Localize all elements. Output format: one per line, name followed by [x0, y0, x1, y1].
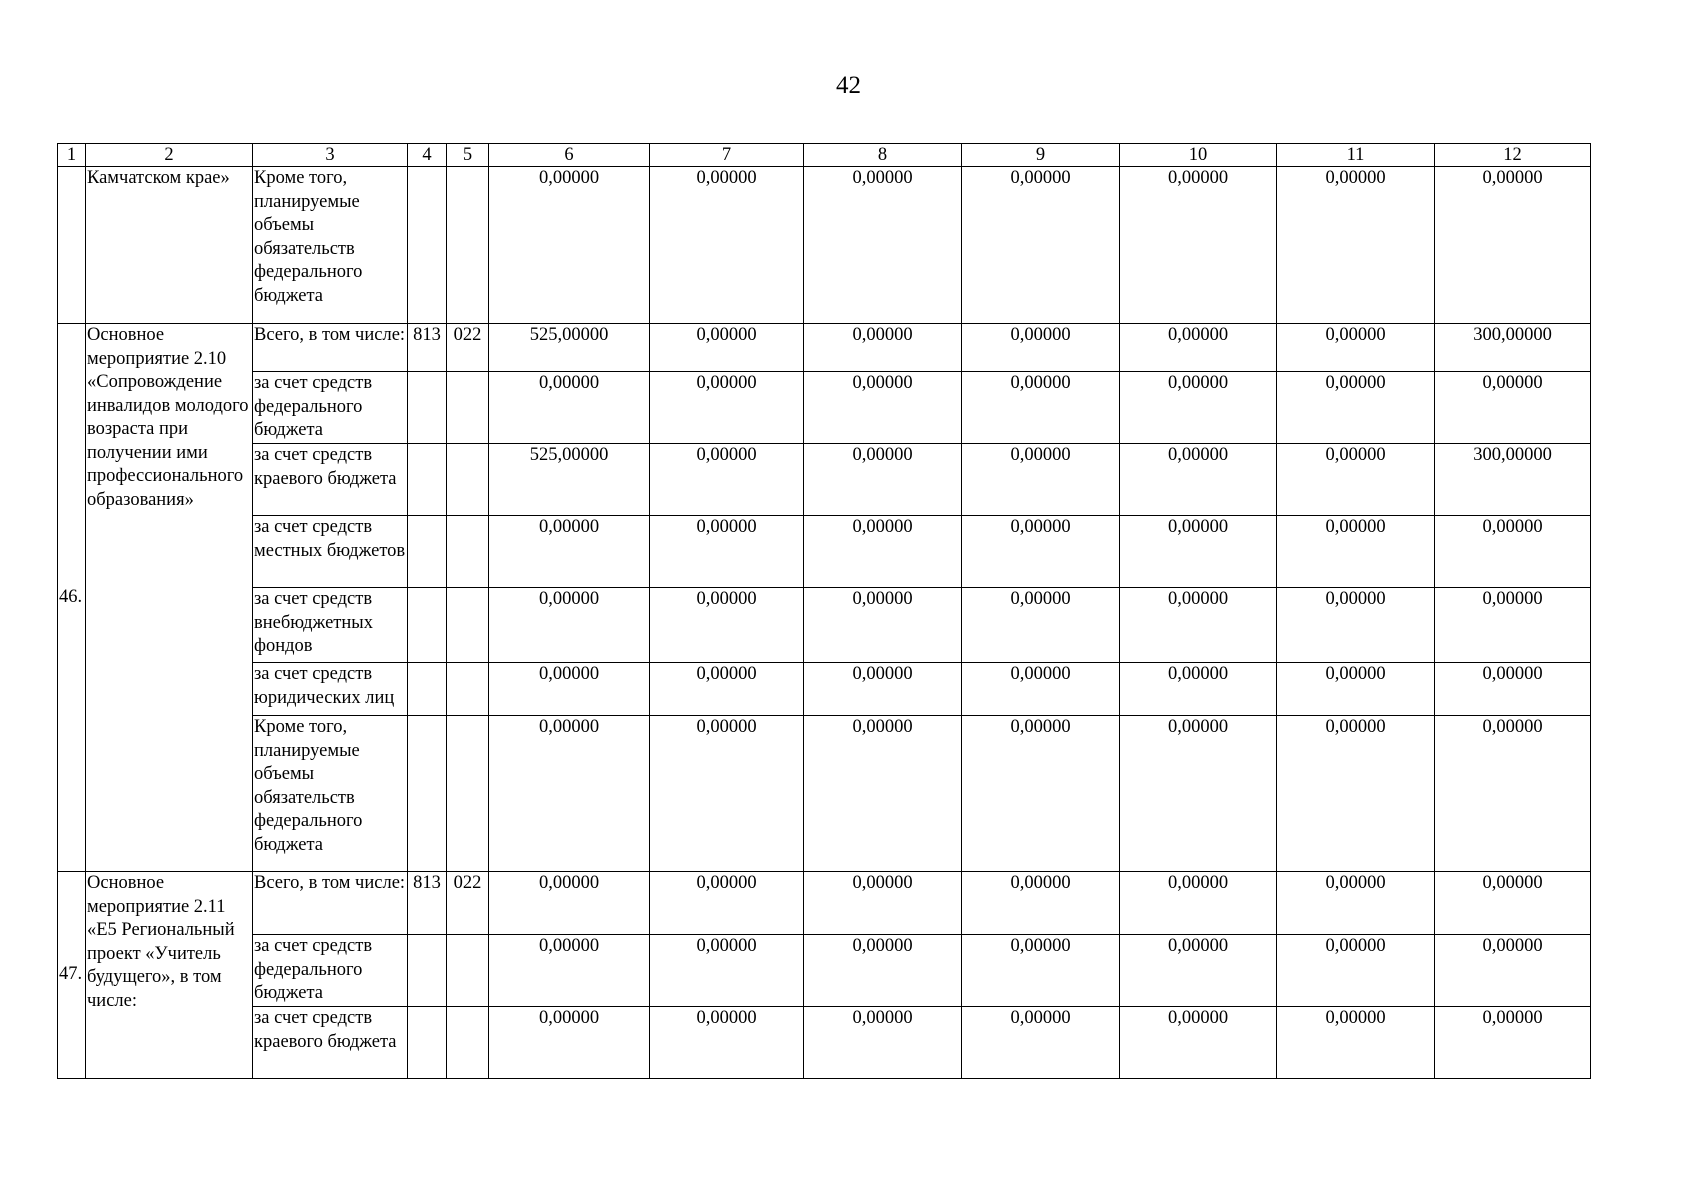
measure-name: Основное мероприятие 2.10 «Сопровождение инвалидов молодого возраста при получении ими профессионального образования»: [86, 324, 253, 872]
value-cell: 0,00000: [1120, 1007, 1277, 1079]
value-cell: 0,00000: [1277, 444, 1435, 516]
value-cell: 0,00000: [962, 1007, 1120, 1079]
value-cell: 0,00000: [962, 372, 1120, 444]
table-row: [58, 588, 1591, 663]
value-cell: 0,00000: [1120, 935, 1277, 1007]
value-cell: 0,00000: [489, 935, 650, 1007]
value-cell: 0,00000: [1277, 167, 1435, 324]
value-cell: 0,00000: [1120, 663, 1277, 716]
measure-name: Камчатском крае»: [86, 167, 253, 324]
value-cell: 0,00000: [804, 935, 962, 1007]
code-cell: [447, 167, 489, 324]
value-cell: 0,00000: [650, 1007, 804, 1079]
value-cell: 0,00000: [804, 1007, 962, 1079]
value-cell: 0,00000: [1435, 372, 1591, 444]
value-cell: 0,00000: [650, 444, 804, 516]
value-cell: 0,00000: [1435, 1007, 1591, 1079]
value-cell: 0,00000: [650, 872, 804, 935]
funding-source: Всего, в том числе:: [253, 324, 408, 372]
value-cell: 300,00000: [1435, 324, 1591, 372]
column-header: 9: [962, 144, 1120, 167]
funding-source: Кроме того, планируемые объемы обязательств федерального бюджета: [253, 167, 408, 324]
value-cell: 0,00000: [489, 516, 650, 588]
value-cell: 525,00000: [489, 444, 650, 516]
code-cell: [408, 444, 447, 516]
funding-source: Всего, в том числе:: [253, 872, 408, 935]
value-cell: 0,00000: [804, 588, 962, 663]
value-cell: 0,00000: [489, 588, 650, 663]
value-cell: 0,00000: [489, 872, 650, 935]
value-cell: 0,00000: [962, 516, 1120, 588]
value-cell: 0,00000: [650, 663, 804, 716]
column-header: 5: [447, 144, 489, 167]
value-cell: 0,00000: [804, 324, 962, 372]
value-cell: 0,00000: [1120, 167, 1277, 324]
code-cell: [408, 935, 447, 1007]
column-header: 2: [86, 144, 253, 167]
value-cell: 0,00000: [804, 444, 962, 516]
code-cell: 022: [447, 872, 489, 935]
row-index: 47.: [58, 872, 86, 1079]
value-cell: 0,00000: [962, 872, 1120, 935]
value-cell: 0,00000: [489, 1007, 650, 1079]
code-cell: 022: [447, 324, 489, 372]
row-index: 46.: [58, 324, 86, 872]
measure-name: Основное мероприятие 2.11 «Е5 Региональный проект «Учитель будущего», в том числе:: [86, 872, 253, 1079]
code-cell: [447, 588, 489, 663]
value-cell: 0,00000: [650, 935, 804, 1007]
table-row: [58, 372, 1591, 444]
value-cell: 0,00000: [962, 588, 1120, 663]
column-header: 1: [58, 144, 86, 167]
row-index: [58, 167, 86, 324]
funding-source: за счет средств краевого бюджета: [253, 444, 408, 516]
value-cell: 0,00000: [1435, 167, 1591, 324]
column-header: 8: [804, 144, 962, 167]
value-cell: 0,00000: [1277, 872, 1435, 935]
value-cell: 0,00000: [1120, 872, 1277, 935]
value-cell: 0,00000: [804, 663, 962, 716]
value-cell: 0,00000: [1435, 588, 1591, 663]
value-cell: 300,00000: [1435, 444, 1591, 516]
value-cell: 0,00000: [1277, 588, 1435, 663]
code-cell: [447, 516, 489, 588]
code-cell: [408, 663, 447, 716]
value-cell: 0,00000: [1277, 935, 1435, 1007]
code-cell: [447, 663, 489, 716]
code-cell: [408, 167, 447, 324]
value-cell: 0,00000: [650, 516, 804, 588]
code-cell: [447, 935, 489, 1007]
table-row: [58, 935, 1591, 1007]
value-cell: 0,00000: [1277, 324, 1435, 372]
value-cell: 0,00000: [489, 372, 650, 444]
value-cell: 0,00000: [1277, 1007, 1435, 1079]
column-header: 11: [1277, 144, 1435, 167]
code-cell: [408, 716, 447, 872]
value-cell: 0,00000: [650, 324, 804, 372]
table-row: [58, 1007, 1591, 1079]
value-cell: 0,00000: [489, 716, 650, 872]
value-cell: 0,00000: [804, 167, 962, 324]
code-cell: 813: [408, 324, 447, 372]
column-header: 7: [650, 144, 804, 167]
value-cell: 525,00000: [489, 324, 650, 372]
funding-source: за счет средств местных бюджетов: [253, 516, 408, 588]
value-cell: 0,00000: [804, 872, 962, 935]
code-cell: [408, 372, 447, 444]
column-header: 12: [1435, 144, 1591, 167]
funding-source: за счет средств юридических лиц: [253, 663, 408, 716]
table-row: [58, 324, 1591, 372]
table-row: [58, 716, 1591, 872]
code-cell: [447, 716, 489, 872]
value-cell: 0,00000: [1277, 716, 1435, 872]
value-cell: 0,00000: [650, 167, 804, 324]
table-row: [58, 663, 1591, 716]
table-row: [58, 167, 1591, 324]
value-cell: 0,00000: [1120, 324, 1277, 372]
value-cell: 0,00000: [1277, 663, 1435, 716]
value-cell: 0,00000: [1120, 516, 1277, 588]
value-cell: 0,00000: [1120, 372, 1277, 444]
column-header: 6: [489, 144, 650, 167]
table-row: [58, 516, 1591, 588]
value-cell: 0,00000: [1435, 872, 1591, 935]
column-number-row: [58, 144, 1591, 167]
column-header: 4: [408, 144, 447, 167]
value-cell: 0,00000: [962, 167, 1120, 324]
value-cell: 0,00000: [1277, 372, 1435, 444]
value-cell: 0,00000: [804, 516, 962, 588]
value-cell: 0,00000: [962, 716, 1120, 872]
column-header: 3: [253, 144, 408, 167]
value-cell: 0,00000: [650, 588, 804, 663]
funding-source: Кроме того, планируемые объемы обязательств федерального бюджета: [253, 716, 408, 872]
code-cell: [447, 1007, 489, 1079]
value-cell: 0,00000: [489, 663, 650, 716]
budget-table: [57, 143, 1591, 1079]
table-row: [58, 444, 1591, 516]
value-cell: 0,00000: [650, 372, 804, 444]
code-cell: [447, 372, 489, 444]
column-header: 10: [1120, 144, 1277, 167]
funding-source: за счет средств федерального бюджета: [253, 372, 408, 444]
value-cell: 0,00000: [1120, 588, 1277, 663]
funding-source: за счет средств краевого бюджета: [253, 1007, 408, 1079]
code-cell: [408, 516, 447, 588]
value-cell: 0,00000: [489, 167, 650, 324]
page-number: 42: [836, 72, 861, 99]
table-row: [58, 872, 1591, 935]
funding-source: за счет средств внебюджетных фондов: [253, 588, 408, 663]
value-cell: 0,00000: [962, 935, 1120, 1007]
value-cell: 0,00000: [962, 324, 1120, 372]
value-cell: 0,00000: [1277, 516, 1435, 588]
funding-source: за счет средств федерального бюджета: [253, 935, 408, 1007]
value-cell: 0,00000: [1120, 444, 1277, 516]
value-cell: 0,00000: [650, 716, 804, 872]
value-cell: 0,00000: [804, 716, 962, 872]
code-cell: [447, 444, 489, 516]
value-cell: 0,00000: [1120, 716, 1277, 872]
value-cell: 0,00000: [1435, 935, 1591, 1007]
value-cell: 0,00000: [804, 372, 962, 444]
value-cell: 0,00000: [1435, 516, 1591, 588]
code-cell: 813: [408, 872, 447, 935]
value-cell: 0,00000: [1435, 716, 1591, 872]
value-cell: 0,00000: [962, 444, 1120, 516]
code-cell: [408, 588, 447, 663]
code-cell: [408, 1007, 447, 1079]
value-cell: 0,00000: [1435, 663, 1591, 716]
value-cell: 0,00000: [962, 663, 1120, 716]
